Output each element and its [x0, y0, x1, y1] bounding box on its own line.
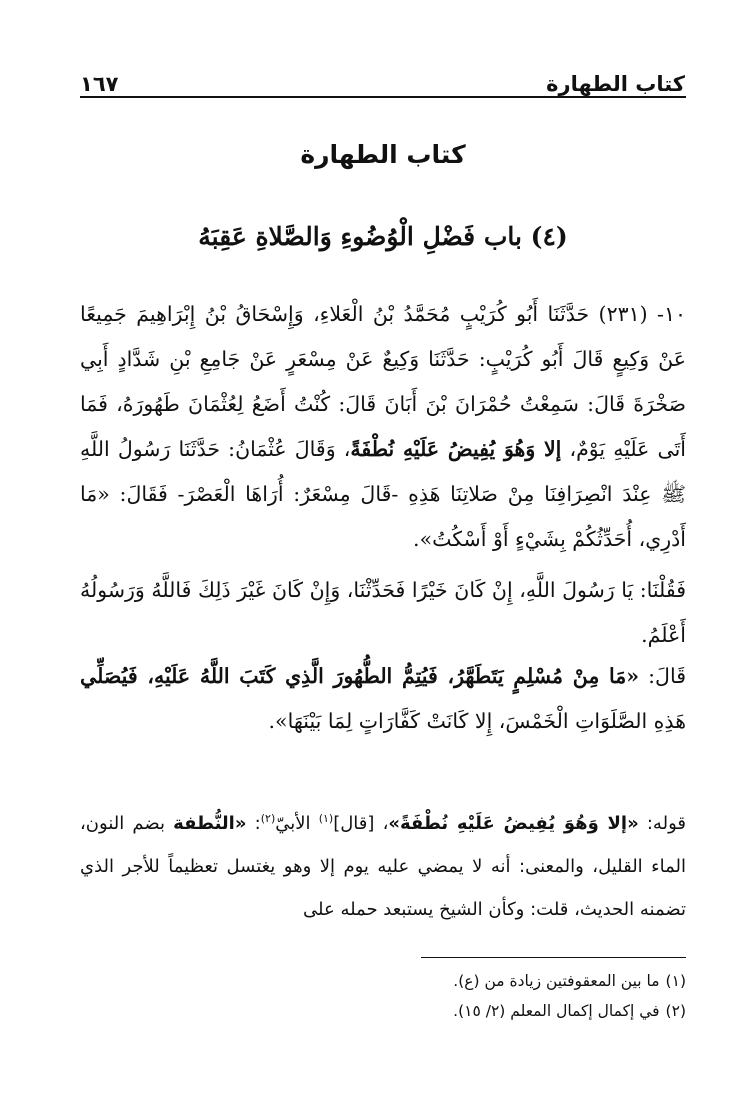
- footnote-ref-1[interactable]: (١): [318, 812, 334, 825]
- comment-rest: بضم النون، الماء القليل، والمعنى: أنه لا يمضي عليه يوم إلا وهو يغتسل تعظيماً للأجر الذي تضمنه الحديث، قلت: وكأن الشيخ يستبعد حمله على: [80, 813, 686, 920]
- hadith-text-part-3: ، وَقَالَ عُثْمَانُ: حَدَّثَنَا رَسُولُ اللَّهِ ﷺ عِنْدَ انْصِرَافِنَا مِنْ صَلاتِنَا هَذِهِ -قَالَ مِسْعَرٌ: أُرَاهَا الْعَصْرَ- فَقَالَ: «مَا أَدْرِي، أُحَدِّثُكُمْ بِشَيْءٍ أَوْ أَسْكُتُ».: [80, 437, 686, 551]
- comment-colon: :: [246, 813, 261, 834]
- footnote-1-text: ما بين المعقوفتين زيادة من (ع).: [453, 972, 660, 990]
- running-title: كتاب الطهارة: [546, 72, 685, 96]
- hadith-paragraph: [80, 292, 686, 562]
- commentary-paragraph: [80, 802, 686, 931]
- saying-paragraph: [80, 654, 686, 744]
- saying-rest: هَذِهِ الصَّلَوَاتِ الْخَمْسَ، إِلا كَانَتْ كَفَّارَاتٍ لِمَا بَيْنَهَا».: [268, 709, 686, 733]
- footnote-1-number: (١): [665, 972, 686, 990]
- footnote-2-text: في إكمال إكمال المعلم (٢/ ١٥).: [453, 1002, 660, 1020]
- footnote-2-number: (٢): [665, 1002, 686, 1020]
- comment-abbi: الأبيّ: [275, 813, 319, 834]
- hadith-text-bold: إلا وَهُوَ يُفِيضُ عَلَيْهِ نُطْفَةً: [350, 437, 562, 461]
- footnote-1: [80, 966, 686, 996]
- footnote-divider: [421, 957, 686, 958]
- header-divider: [80, 96, 686, 98]
- saying-intro: قَالَ:: [639, 664, 687, 688]
- comment-qal: ، [قال]: [333, 813, 389, 834]
- comment-intro: قوله:: [638, 813, 686, 834]
- comment-bold-quote: «إلا وَهُوَ يُفِيضُ عَلَيْهِ نُطْفَةً»: [388, 813, 639, 834]
- hadith-text-part-1: ١٠- (٢٣١) حَدَّثَنَا أَبُو كُرَيْبٍ مُحَمَّدُ بْنُ الْعَلاءِ، وَإِسْحَاقُ بْنُ إِبْرَاهِيمَ جَمِيعًا عَنْ وَكِيعٍ قَالَ أَبُو كُرَيْبٍ: حَدَّثَنَا وَكِيعٌ عَنْ مِسْعَرٍ عَنْ جَامِعِ بْنِ شَدَّادٍ أَبِي صَخْرَةَ قَالَ: سَمِعْتُ حُمْرَانَ بْنَ أَبَانَ قَالَ: كُنْتُ أَضَعُ لِعُثْمَانَ طَهُورَهُ، فَمَا أَتَى عَلَيْهِ يَوْمٌ،: [80, 302, 686, 461]
- response-paragraph: فَقُلْنَا: يَا رَسُولَ اللَّهِ، إِنْ كَانَ خَيْرًا فَحَدِّثْنَا، وَإِنْ كَانَ غَيْرَ ذَلِكَ فَاللَّهُ وَرَسُولُهُ أَعْلَمُ.: [80, 578, 686, 647]
- footnotes: [80, 966, 686, 1026]
- footnote-2: [80, 996, 686, 1026]
- comment-bold-nutfa: «النُّطفة: [173, 813, 247, 834]
- book-title: كتاب الطهارة: [300, 140, 466, 169]
- chapter-title: (٤) باب فَضْلِ الْوُضُوءِ وَالصَّلاةِ عَقِبَهُ: [198, 222, 568, 251]
- saying-bold: «مَا مِنْ مُسْلِمٍ يَتَطَهَّرُ، فَيُتِمُّ الطُّهُورَ الَّذِي كَتَبَ اللَّهُ عَلَيْهِ، فَيُصَلِّي: [80, 664, 640, 688]
- footnote-ref-2[interactable]: (٢): [260, 812, 276, 825]
- page-header: [80, 56, 685, 96]
- page-number: ١٦٧: [80, 72, 119, 96]
